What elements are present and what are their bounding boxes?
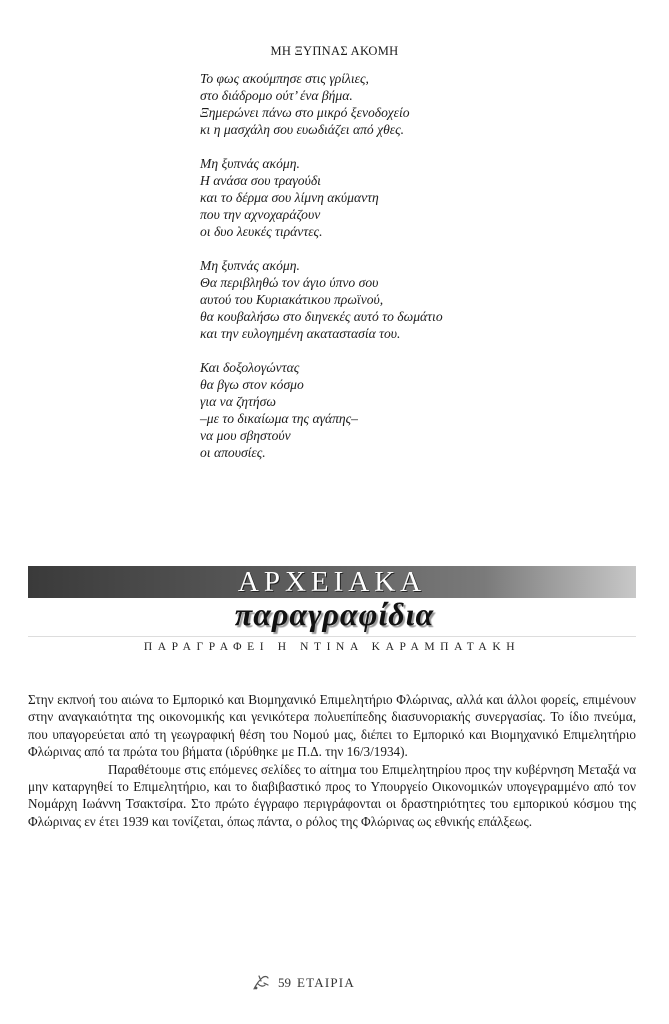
poem-line: θα βγω στον κόσμο xyxy=(200,377,304,392)
section-title: ΑΡΧΕΙΑΚΑ xyxy=(237,566,427,598)
poem-body xyxy=(200,70,443,478)
poem-line: Και δοξολογώντας xyxy=(200,360,300,375)
poem-stanza xyxy=(200,257,443,342)
article-paragraph: Παραθέτουμε στις επόμενες σελίδες το αίτημα του Επιμελητηρίου προς την κυβέρνηση Μεταξά να μην καταργηθεί το Επιμελητήριο, και το διαβιβαστικό προς το Υπουργείο Οικονομικών υπογεγραμμένο από τον Νομάρχη Ιωάννη Τσακτσίρα. Στο πρώτο έγγραφο περιγράφονται οι δραστηριότητες του εμπορικού κόσμου της Φλώρινας εν έτει 1939 και τονίζεται, όπως πάντα, ο ρόλος της Φλώρινας ως εθνικής επάλξεως. xyxy=(28,761,636,829)
poem-line: Μη ξυπνάς ακόμη. xyxy=(200,156,300,171)
poem-line: θα κουβαλήσω στο διηνεκές αυτό το δωμάτιο xyxy=(200,309,443,324)
poem-line: αυτού του Κυριακάτικου πρωϊνού, xyxy=(200,292,384,307)
section-banner xyxy=(28,566,636,598)
poem-line: να μου σβηστούν xyxy=(200,428,291,443)
decorative-ornament-icon xyxy=(250,972,272,994)
divider xyxy=(28,636,636,637)
poem-stanza xyxy=(200,70,443,138)
section-subtitle: παραγραφίδια xyxy=(234,596,435,632)
poem-line: και το δέρμα σου λίμνη ακύμαντη xyxy=(200,190,379,205)
poem-stanza xyxy=(200,155,443,240)
poem-line: στο διάδρομο ούτ’ ένα βήμα. xyxy=(200,88,353,103)
poem-stanza xyxy=(200,359,443,461)
poem-line: για να ζητήσω xyxy=(200,394,276,409)
poem-line: οι δυο λευκές τιράντες. xyxy=(200,224,323,239)
page-number: 59 xyxy=(278,975,291,990)
poem-line: Το φως ακούμπησε στις γρίλιες, xyxy=(200,71,369,86)
poem-line: οι απουσίες. xyxy=(200,445,266,460)
article-body xyxy=(28,691,636,830)
poem-line: –με το δικαίωμα της αγάπης– xyxy=(200,411,358,426)
poem-line: και την ευλογημένη ακαταστασία του. xyxy=(200,326,401,341)
page-footer xyxy=(250,972,355,994)
byline: ΠΑΡΑΓΡΑΦΕΙ Η ΝΤΙΝΑ ΚΑΡΑΜΠΑΤΑΚΗ xyxy=(143,641,521,653)
poem-line: Μη ξυπνάς ακόμη. xyxy=(200,258,300,273)
poem-title: ΜΗ ΞΥΠΝΑΣ ΑΚΟΜΗ xyxy=(270,44,399,58)
article-paragraph: Στην εκπνοή του αιώνα το Εμπορικό και Βιομηχανικό Επιμελητήριο Φλώρινας, αλλά και άλλοι φορείς, επιμένουν στην αναγκαιότητα της οικονομικής και γενικότερα πολυεπίπεδης διασυνοριακής συνεργασίας. Το ίδιο πνεύμα, που υπαγορεύεται από τη γεωγραφική θέση του Νομού μας, διέπει το Εμπορικό και Βιομηχανικό Επιμελητήριο Φλώρινας από τα πρώτα του βήματα (ιδρύθηκε με Π.Δ. την 16/3/1934). xyxy=(28,692,636,760)
poem-line: που την αχνοχαράζουν xyxy=(200,207,321,222)
poem-line: κι η μασχάλη σου ευωδιάζει από χθες. xyxy=(200,122,405,137)
poem-line: Η ανάσα σου τραγούδι xyxy=(200,173,321,188)
journal-name: ΕΤΑΙΡΙΑ xyxy=(297,975,355,990)
poem-line: Θα περιβληθώ τον άγιο ύπνο σου xyxy=(200,275,379,290)
poem-line: Ξημερώνει πάνω στο μικρό ξενοδοχείο xyxy=(200,105,410,120)
